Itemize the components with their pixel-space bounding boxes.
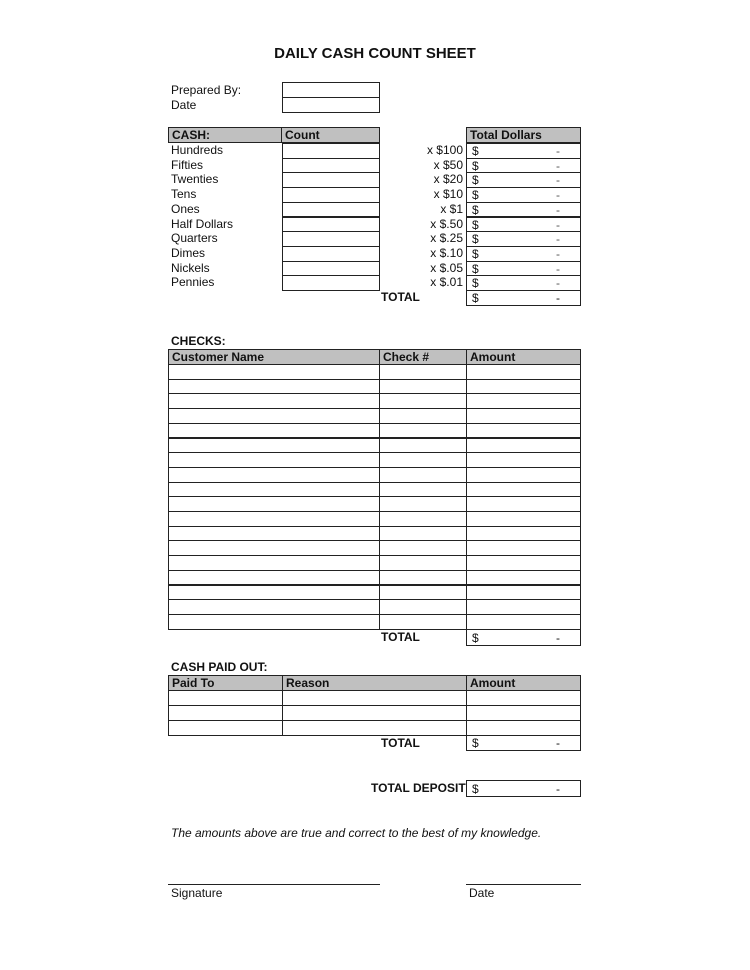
- paid-out-total-label: TOTAL: [381, 736, 420, 750]
- check-customer-name-cell[interactable]: [168, 540, 380, 556]
- check-customer-name-cell[interactable]: [168, 423, 380, 439]
- count-field[interactable]: [282, 158, 380, 174]
- check-amount-cell[interactable]: [466, 438, 581, 454]
- dollar-value: -: [556, 158, 560, 173]
- dollar-value: -: [556, 276, 560, 291]
- check-customer-name-cell[interactable]: [168, 511, 380, 527]
- dollar-sign: $: [472, 246, 479, 261]
- count-field[interactable]: [282, 217, 380, 233]
- reason-cell[interactable]: [282, 705, 467, 721]
- dollar-value: -: [556, 246, 560, 261]
- total-deposit-value: -: [556, 782, 560, 796]
- total-dollars-cell: [466, 172, 581, 188]
- checks-section-label: CHECKS:: [171, 334, 226, 348]
- total-dollars-cell: [466, 275, 581, 291]
- check-amount-cell[interactable]: [466, 511, 581, 527]
- check-amount-cell[interactable]: [466, 379, 581, 395]
- cash-row-label: Quarters: [171, 231, 218, 246]
- reason-header: Reason: [282, 675, 467, 691]
- total-dollars-cell: [466, 231, 581, 247]
- multiplier: x $.25: [430, 231, 463, 246]
- check-number-cell[interactable]: [379, 423, 467, 439]
- check-amount-cell[interactable]: [466, 526, 581, 542]
- customer-name-header: Customer Name: [168, 349, 380, 365]
- check-amount-cell[interactable]: [466, 496, 581, 512]
- count-field[interactable]: [282, 246, 380, 262]
- dollar-sign: $: [472, 202, 479, 217]
- paid-out-total-dollar: $: [472, 736, 479, 750]
- checks-total-field: [466, 629, 581, 646]
- cash-row-label: Pennies: [171, 275, 215, 290]
- check-customer-name-cell[interactable]: [168, 408, 380, 424]
- check-number-cell[interactable]: [379, 452, 467, 468]
- paid-to-cell[interactable]: [168, 720, 283, 736]
- check-customer-name-cell[interactable]: [168, 467, 380, 483]
- check-customer-name-cell[interactable]: [168, 496, 380, 512]
- prepared-by-label: Prepared By:: [171, 83, 242, 97]
- checks-total-dollar: $: [472, 631, 479, 645]
- multiplier: x $.01: [430, 275, 463, 290]
- multiplier: x $100: [426, 143, 463, 157]
- check-number-cell[interactable]: [379, 482, 467, 498]
- check-customer-name-cell[interactable]: [168, 585, 380, 601]
- check-customer-name-cell[interactable]: [168, 599, 380, 615]
- check-number-cell[interactable]: [379, 364, 467, 380]
- check-number-cell[interactable]: [379, 379, 467, 395]
- paid-out-total-value: -: [556, 736, 560, 750]
- check-customer-name-cell[interactable]: [168, 452, 380, 468]
- total-dollars-cell: [466, 202, 581, 218]
- cash-row-label: Ones: [171, 201, 200, 216]
- dollar-sign: $: [472, 158, 479, 173]
- paid-to-cell[interactable]: [168, 690, 283, 706]
- count-field[interactable]: [282, 261, 380, 277]
- check-customer-name-cell[interactable]: [168, 570, 380, 586]
- reason-cell[interactable]: [282, 720, 467, 736]
- dollar-sign: $: [472, 261, 479, 276]
- check-amount-cell[interactable]: [466, 614, 581, 630]
- check-customer-name-cell[interactable]: [168, 364, 380, 380]
- dollar-sign: $: [472, 217, 479, 232]
- total-dollars-cell: [466, 246, 581, 262]
- dollar-sign: $: [472, 173, 479, 188]
- cash-row-label: Tens: [171, 187, 197, 202]
- multiplier: x $.50: [430, 216, 463, 231]
- count-field[interactable]: [282, 143, 380, 159]
- date-label: Date: [171, 98, 197, 112]
- check-amount-cell[interactable]: [466, 585, 581, 601]
- total-deposit-field: [466, 780, 581, 797]
- dollar-value: -: [556, 232, 560, 247]
- check-customer-name-cell[interactable]: [168, 393, 380, 409]
- total-dollars-cell: [466, 187, 581, 203]
- check-number-cell[interactable]: [379, 393, 467, 409]
- cash-row-label: Hundreds: [171, 143, 224, 157]
- check-number-cell[interactable]: [379, 408, 467, 424]
- multiplier: x $.10: [430, 245, 463, 260]
- count-field[interactable]: [282, 231, 380, 247]
- dollar-value: -: [556, 202, 560, 217]
- check-amount-cell[interactable]: [466, 540, 581, 556]
- cash-total-dollar: $: [472, 291, 479, 305]
- check-number-cell[interactable]: [379, 540, 467, 556]
- check-amount-cell[interactable]: [466, 482, 581, 498]
- signature-date-label: Date: [469, 886, 495, 900]
- check-customer-name-cell[interactable]: [168, 555, 380, 571]
- multiplier: x $20: [433, 172, 463, 187]
- cash-total-label: TOTAL: [381, 290, 420, 304]
- check-amount-cell[interactable]: [466, 599, 581, 615]
- paid-amount-header: Amount: [466, 675, 581, 691]
- cash-total-value: -: [556, 291, 560, 305]
- reason-cell[interactable]: [282, 690, 467, 706]
- cash-row-label: Fifties: [171, 157, 204, 172]
- check-amount-cell[interactable]: [466, 364, 581, 380]
- dollar-value: -: [556, 261, 560, 276]
- check-amount-cell[interactable]: [466, 452, 581, 468]
- check-number-cell[interactable]: [379, 585, 467, 601]
- multiplier: x $1: [440, 201, 463, 216]
- multiplier: x $50: [433, 157, 463, 172]
- check-amount-cell[interactable]: [466, 570, 581, 586]
- cash-header: CASH:: [168, 127, 282, 143]
- prepared-by-field[interactable]: [282, 82, 380, 98]
- check-number-cell[interactable]: [379, 438, 467, 454]
- check-customer-name-cell[interactable]: [168, 614, 380, 630]
- check-number-cell[interactable]: [379, 570, 467, 586]
- dollar-sign: $: [472, 188, 479, 203]
- signature-label: Signature: [171, 886, 223, 900]
- signature-line[interactable]: [168, 884, 380, 885]
- checks-total-value: -: [556, 631, 560, 645]
- dollar-sign: $: [472, 276, 479, 291]
- check-number-cell[interactable]: [379, 555, 467, 571]
- amount-header: Amount: [466, 349, 581, 365]
- total-deposit-label: TOTAL DEPOSIT: [371, 781, 466, 795]
- cash-total-field: [466, 290, 581, 306]
- check-customer-name-cell[interactable]: [168, 438, 380, 454]
- check-amount-cell[interactable]: [466, 393, 581, 409]
- check-customer-name-cell[interactable]: [168, 482, 380, 498]
- total-dollars-header: Total Dollars: [466, 127, 581, 143]
- paid-amount-cell[interactable]: [466, 690, 581, 706]
- cash-row-label: Half Dollars: [171, 216, 234, 231]
- checks-total-label: TOTAL: [381, 630, 420, 644]
- dollar-value: -: [556, 173, 560, 188]
- total-dollars-cell: [466, 217, 581, 233]
- count-field[interactable]: [282, 172, 380, 188]
- count-field[interactable]: [282, 275, 380, 291]
- multiplier: x $10: [433, 187, 463, 202]
- cash-row-label: Nickels: [171, 260, 210, 275]
- check-amount-cell[interactable]: [466, 555, 581, 571]
- date-field[interactable]: [282, 97, 380, 113]
- check-number-header: Check #: [379, 349, 467, 365]
- dollar-sign: $: [472, 144, 479, 158]
- dollar-value: -: [556, 144, 560, 158]
- paid-amount-cell[interactable]: [466, 705, 581, 721]
- check-amount-cell[interactable]: [466, 408, 581, 424]
- total-dollars-cell: [466, 143, 581, 159]
- total-dollars-cell: [466, 261, 581, 277]
- check-amount-cell[interactable]: [466, 467, 581, 483]
- paid-to-header: Paid To: [168, 675, 283, 691]
- dollar-value: -: [556, 217, 560, 232]
- paid-out-section-label: CASH PAID OUT:: [171, 660, 268, 674]
- check-customer-name-cell[interactable]: [168, 526, 380, 542]
- total-dollars-cell: [466, 158, 581, 174]
- check-number-cell[interactable]: [379, 614, 467, 630]
- count-field[interactable]: [282, 187, 380, 203]
- count-header: Count: [281, 127, 380, 143]
- check-amount-cell[interactable]: [466, 423, 581, 439]
- check-number-cell[interactable]: [379, 511, 467, 527]
- dollar-sign: $: [472, 232, 479, 247]
- count-field[interactable]: [282, 202, 380, 218]
- paid-to-cell[interactable]: [168, 705, 283, 721]
- cash-row-label: Twenties: [171, 172, 219, 187]
- check-number-cell[interactable]: [379, 467, 467, 483]
- paid-amount-cell[interactable]: [466, 720, 581, 736]
- signature-date-line[interactable]: [466, 884, 581, 885]
- dollar-value: -: [556, 188, 560, 203]
- paid-out-total-field: [466, 735, 581, 751]
- page-title: DAILY CASH COUNT SHEET: [274, 45, 476, 62]
- multiplier: x $.05: [430, 260, 463, 275]
- certification-statement: The amounts above are true and correct to the best of my knowledge.: [171, 826, 542, 840]
- check-number-cell[interactable]: [379, 526, 467, 542]
- check-customer-name-cell[interactable]: [168, 379, 380, 395]
- cash-row-label: Dimes: [171, 245, 206, 260]
- check-number-cell[interactable]: [379, 496, 467, 512]
- check-number-cell[interactable]: [379, 599, 467, 615]
- total-deposit-dollar: $: [472, 782, 479, 796]
